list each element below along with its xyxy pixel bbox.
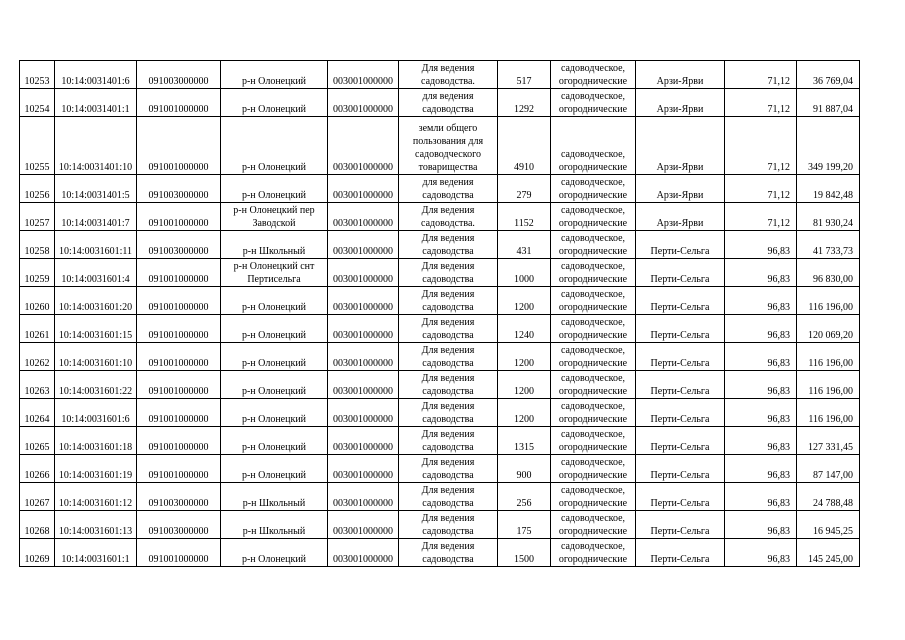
district-cell: р-н Олонецкий пер Заводской [221,203,328,231]
okato-code-cell: 091001000000 [137,203,221,231]
okato-code-cell: 091001000000 [137,455,221,483]
use-category-cell: садоводческое, огороднические [551,427,636,455]
cadastral-number-cell: 10:14:0031601:13 [55,511,137,539]
use-category-cell: садоводческое, огороднические [551,89,636,117]
okato-code-cell: 091001000000 [137,427,221,455]
cadastral-value-cell: 81 930,24 [797,203,860,231]
table-row [20,175,860,203]
category-code-cell: 003001000000 [328,371,399,399]
locality-cell: Перти-Сельга [636,259,725,287]
area-cell: 1200 [498,371,551,399]
cadastral-number-cell: 10:14:0031401:6 [55,61,137,89]
area-cell: 1200 [498,287,551,315]
cadastral-number-cell: 10:14:0031601:22 [55,371,137,399]
area-cell: 1200 [498,343,551,371]
row-number-cell: 10257 [20,203,55,231]
district-cell: р-н Олонецкий [221,427,328,455]
table-row [20,455,860,483]
category-code-cell: 003001000000 [328,231,399,259]
category-code-cell: 003001000000 [328,117,399,175]
category-code-cell: 003001000000 [328,61,399,89]
use-category-cell: садоводческое, огороднические [551,315,636,343]
rate-cell: 96,83 [725,539,797,567]
table-row [20,61,860,89]
okato-code-cell: 091001000000 [137,287,221,315]
cadastral-number-cell: 10:14:0031401:10 [55,117,137,175]
permitted-use-cell: Для ведения садоводства [399,427,498,455]
use-category-cell: садоводческое, огороднические [551,399,636,427]
okato-code-cell: 091003000000 [137,61,221,89]
category-code-cell: 003001000000 [328,287,399,315]
permitted-use-cell: Для ведения садоводства [399,399,498,427]
table-row [20,343,860,371]
cadastral-number-cell: 10:14:0031601:10 [55,343,137,371]
okato-code-cell: 091003000000 [137,511,221,539]
row-number-cell: 10255 [20,117,55,175]
okato-code-cell: 091001000000 [137,117,221,175]
row-number-cell: 10264 [20,399,55,427]
category-code-cell: 003001000000 [328,343,399,371]
locality-cell: Арзи-Ярви [636,175,725,203]
area-cell: 1315 [498,427,551,455]
cadastral-value-cell: 349 199,20 [797,117,860,175]
cadastral-value-cell: 116 196,00 [797,371,860,399]
table-row [20,399,860,427]
district-cell: р-н Олонецкий [221,399,328,427]
row-number-cell: 10262 [20,343,55,371]
category-code-cell: 003001000000 [328,539,399,567]
cadastral-value-cell: 116 196,00 [797,287,860,315]
cadastral-number-cell: 10:14:0031601:18 [55,427,137,455]
category-code-cell: 003001000000 [328,483,399,511]
table-row [20,89,860,117]
rate-cell: 96,83 [725,455,797,483]
table-row [20,231,860,259]
row-number-cell: 10269 [20,539,55,567]
okato-code-cell: 091003000000 [137,231,221,259]
permitted-use-cell: для ведения садоводства [399,175,498,203]
rate-cell: 96,83 [725,315,797,343]
row-number-cell: 10265 [20,427,55,455]
permitted-use-cell: Для ведения садоводства [399,371,498,399]
use-category-cell: садоводческое, огороднические [551,287,636,315]
category-code-cell: 003001000000 [328,259,399,287]
district-cell: р-н Олонецкий [221,455,328,483]
permitted-use-cell: Для ведения садоводства [399,343,498,371]
row-number-cell: 10254 [20,89,55,117]
land-cadastre-table-page [19,60,860,567]
cadastral-value-cell: 41 733,73 [797,231,860,259]
locality-cell: Перти-Сельга [636,343,725,371]
permitted-use-cell: для ведения садоводства [399,89,498,117]
district-cell: р-н Олонецкий [221,287,328,315]
cadastral-value-cell: 120 069,20 [797,315,860,343]
category-code-cell: 003001000000 [328,427,399,455]
district-cell: р-н Олонецкий [221,117,328,175]
permitted-use-cell: Для ведения садоводства [399,539,498,567]
area-cell: 1152 [498,203,551,231]
rate-cell: 96,83 [725,259,797,287]
rate-cell: 71,12 [725,61,797,89]
locality-cell: Перти-Сельга [636,455,725,483]
row-number-cell: 10266 [20,455,55,483]
okato-code-cell: 091003000000 [137,175,221,203]
use-category-cell: садоводческое, огороднические [551,203,636,231]
permitted-use-cell: Для ведения садоводства [399,287,498,315]
permitted-use-cell: земли общего пользования для садоводческого товарищества [399,117,498,175]
category-code-cell: 003001000000 [328,203,399,231]
district-cell: р-н Олонецкий [221,539,328,567]
okato-code-cell: 091003000000 [137,483,221,511]
cadastral-number-cell: 10:14:0031601:6 [55,399,137,427]
permitted-use-cell: Для ведения садоводства. [399,203,498,231]
area-cell: 1000 [498,259,551,287]
area-cell: 175 [498,511,551,539]
area-cell: 256 [498,483,551,511]
rate-cell: 96,83 [725,343,797,371]
use-category-cell: садоводческое, огороднические [551,259,636,287]
okato-code-cell: 091001000000 [137,399,221,427]
permitted-use-cell: Для ведения садоводства [399,511,498,539]
rate-cell: 96,83 [725,511,797,539]
cadastral-value-cell: 96 830,00 [797,259,860,287]
use-category-cell: садоводческое, огороднические [551,371,636,399]
category-code-cell: 003001000000 [328,455,399,483]
permitted-use-cell: Для ведения садоводства [399,231,498,259]
rate-cell: 96,83 [725,483,797,511]
district-cell: р-н Олонецкий [221,175,328,203]
district-cell: р-н Олонецкий [221,343,328,371]
category-code-cell: 003001000000 [328,399,399,427]
cadastral-value-cell: 19 842,48 [797,175,860,203]
row-number-cell: 10253 [20,61,55,89]
area-cell: 1292 [498,89,551,117]
rate-cell: 96,83 [725,371,797,399]
cadastral-number-cell: 10:14:0031601:19 [55,455,137,483]
use-category-cell: садоводческое, огороднические [551,511,636,539]
table-row [20,371,860,399]
cadastral-value-cell: 87 147,00 [797,455,860,483]
locality-cell: Перти-Сельга [636,427,725,455]
cadastral-number-cell: 10:14:0031601:20 [55,287,137,315]
table-row [20,259,860,287]
district-cell: р-н Олонецкий [221,315,328,343]
okato-code-cell: 091001000000 [137,539,221,567]
district-cell: р-н Олонецкий [221,89,328,117]
locality-cell: Арзи-Ярви [636,61,725,89]
land-plots-table [19,60,860,567]
row-number-cell: 10261 [20,315,55,343]
locality-cell: Арзи-Ярви [636,117,725,175]
rate-cell: 71,12 [725,117,797,175]
locality-cell: Перти-Сельга [636,231,725,259]
area-cell: 4910 [498,117,551,175]
permitted-use-cell: Для ведения садоводства [399,455,498,483]
use-category-cell: садоводческое, огороднические [551,61,636,89]
rate-cell: 96,83 [725,399,797,427]
area-cell: 900 [498,455,551,483]
rate-cell: 71,12 [725,203,797,231]
table-body [20,61,860,567]
locality-cell: Перти-Сельга [636,539,725,567]
area-cell: 1200 [498,399,551,427]
area-cell: 517 [498,61,551,89]
table-row [20,483,860,511]
okato-code-cell: 091001000000 [137,343,221,371]
locality-cell: Арзи-Ярви [636,203,725,231]
locality-cell: Перти-Сельга [636,483,725,511]
rate-cell: 71,12 [725,89,797,117]
district-cell: р-н Школьный [221,231,328,259]
district-cell: р-н Олонецкий [221,371,328,399]
rate-cell: 71,12 [725,175,797,203]
locality-cell: Перти-Сельга [636,511,725,539]
table-row [20,539,860,567]
cadastral-number-cell: 10:14:0031601:1 [55,539,137,567]
table-row [20,117,860,175]
cadastral-number-cell: 10:14:0031401:1 [55,89,137,117]
area-cell: 1500 [498,539,551,567]
locality-cell: Перти-Сельга [636,399,725,427]
area-cell: 1240 [498,315,551,343]
table-row [20,427,860,455]
okato-code-cell: 091001000000 [137,315,221,343]
permitted-use-cell: Для ведения садоводства [399,315,498,343]
cadastral-value-cell: 145 245,00 [797,539,860,567]
cadastral-value-cell: 116 196,00 [797,343,860,371]
district-cell: р-н Школьный [221,483,328,511]
permitted-use-cell: Для ведения садоводства [399,483,498,511]
rate-cell: 96,83 [725,287,797,315]
table-row [20,287,860,315]
cadastral-number-cell: 10:14:0031401:7 [55,203,137,231]
row-number-cell: 10258 [20,231,55,259]
use-category-cell: садоводческое, огороднические [551,483,636,511]
cadastral-value-cell: 127 331,45 [797,427,860,455]
cadastral-value-cell: 16 945,25 [797,511,860,539]
cadastral-number-cell: 10:14:0031601:4 [55,259,137,287]
district-cell: р-н Школьный [221,511,328,539]
locality-cell: Перти-Сельга [636,315,725,343]
cadastral-value-cell: 116 196,00 [797,399,860,427]
category-code-cell: 003001000000 [328,175,399,203]
cadastral-value-cell: 36 769,04 [797,61,860,89]
rate-cell: 96,83 [725,231,797,259]
okato-code-cell: 091001000000 [137,259,221,287]
category-code-cell: 003001000000 [328,89,399,117]
cadastral-number-cell: 10:14:0031401:5 [55,175,137,203]
locality-cell: Перти-Сельга [636,287,725,315]
category-code-cell: 003001000000 [328,315,399,343]
row-number-cell: 10260 [20,287,55,315]
use-category-cell: садоводческое, огороднические [551,343,636,371]
locality-cell: Арзи-Ярви [636,89,725,117]
table-row [20,315,860,343]
row-number-cell: 10263 [20,371,55,399]
cadastral-value-cell: 24 788,48 [797,483,860,511]
use-category-cell: садоводческое, огороднические [551,175,636,203]
cadastral-number-cell: 10:14:0031601:12 [55,483,137,511]
cadastral-number-cell: 10:14:0031601:11 [55,231,137,259]
permitted-use-cell: Для ведения садоводства [399,259,498,287]
table-row [20,511,860,539]
use-category-cell: садоводческое, огороднические [551,231,636,259]
cadastral-number-cell: 10:14:0031601:15 [55,315,137,343]
rate-cell: 96,83 [725,427,797,455]
category-code-cell: 003001000000 [328,511,399,539]
locality-cell: Перти-Сельга [636,371,725,399]
cadastral-value-cell: 91 887,04 [797,89,860,117]
row-number-cell: 10256 [20,175,55,203]
use-category-cell: садоводческое, огороднические [551,117,636,175]
area-cell: 431 [498,231,551,259]
row-number-cell: 10268 [20,511,55,539]
district-cell: р-н Олонецкий [221,61,328,89]
permitted-use-cell: Для ведения садоводства. [399,61,498,89]
row-number-cell: 10259 [20,259,55,287]
okato-code-cell: 091001000000 [137,371,221,399]
okato-code-cell: 091001000000 [137,89,221,117]
row-number-cell: 10267 [20,483,55,511]
use-category-cell: садоводческое, огороднические [551,455,636,483]
area-cell: 279 [498,175,551,203]
use-category-cell: садоводческое, огороднические [551,539,636,567]
table-row [20,203,860,231]
district-cell: р-н Олонецкий снт Пертисельга [221,259,328,287]
